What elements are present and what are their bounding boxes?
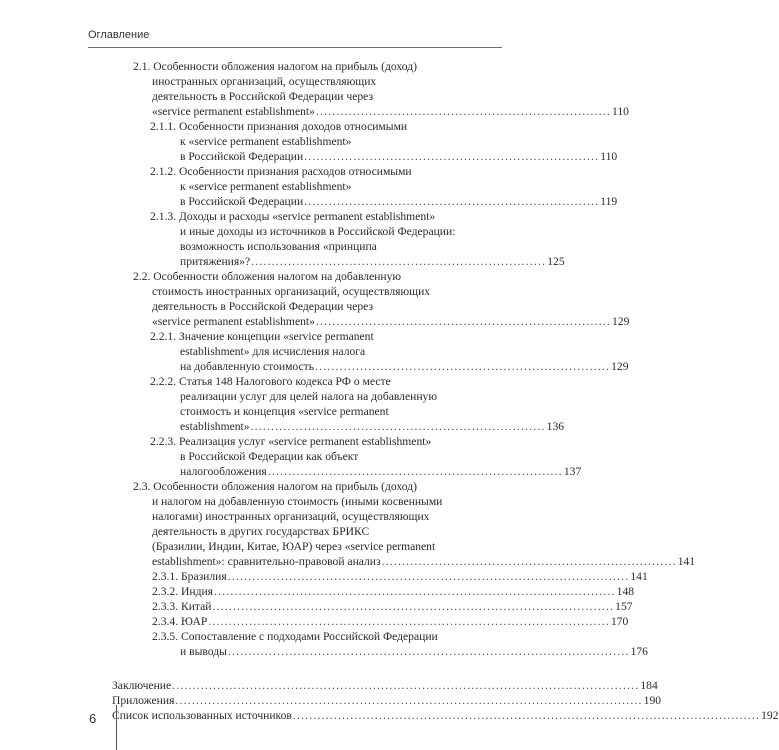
- toc-entry-2-1-2-line-3: в Российской Федерации ........................................................................ 119: [180, 195, 618, 208]
- footer-page-number: 6: [89, 711, 97, 726]
- toc-number: 2.1.2.: [150, 165, 177, 178]
- toc-title-line: Особенности обложения налогом на прибыль (доход): [153, 60, 417, 73]
- toc-entry-2-3-line-6: establishment»: сравнительно-правовой анализ ........................................................................ 141: [152, 555, 696, 568]
- toc-number: 2.3.1.: [152, 570, 179, 583]
- toc-entry-2-2-3-line-2: в Российской Федерации как объект: [180, 450, 359, 463]
- toc-entry-conclusion[interactable]: Заключение .................................................................................................................. 184: [112, 679, 658, 692]
- toc-number: 2.3.4.: [152, 615, 179, 628]
- toc-entry-2-2-2[interactable]: 2.2.2. Статья 148 Налогового кодекса РФ о месте: [150, 375, 391, 388]
- toc-entry-2-3-3[interactable]: 2.3.3. Китай .................................................................................................. 157: [152, 600, 633, 613]
- toc-entry-2-3-5-line-2: и выводы .................................................................................................. 176: [180, 645, 648, 658]
- toc-entry-2-1-1[interactable]: 2.1.1. Особенности признания доходов относимыми: [150, 120, 408, 133]
- toc-entry-2-2-1-line-2: establishment» для исчисления налога: [180, 345, 366, 358]
- toc-entry-2-2[interactable]: 2.2. Особенности обложения налогом на добавленную: [133, 270, 402, 283]
- toc-entry-2-2-line-4: «service permanent establishment» ........................................................................ 129: [152, 315, 630, 328]
- toc-number: 2.2.3.: [150, 435, 177, 448]
- toc-entry-2-2-line-2: стоимость иностранных организаций, осуществляющих: [152, 285, 431, 298]
- toc-number: 2.3.: [133, 480, 151, 493]
- toc-entry-2-2-2-line-4: establishment» ........................................................................ 136: [180, 420, 565, 433]
- toc-entry-2-2-2-line-2: реализации услуг для целей налога на добавленную: [180, 390, 437, 403]
- toc-entry-2-2-line-3: деятельность в Российской Федерации через: [152, 300, 374, 313]
- toc-entry-2-3-1[interactable]: 2.3.1. Бразилия .................................................................................................. 141: [152, 570, 648, 583]
- toc-entry-2-2-1[interactable]: 2.2.1. Значение концепции «service permanent: [150, 330, 374, 343]
- dot-leader: ........................................................................: [304, 150, 600, 163]
- dot-leader: ........................................................................: [381, 555, 677, 568]
- toc-entry-2-1[interactable]: [133, 59, 417, 74]
- dot-leader: ........................................................................: [304, 195, 600, 208]
- dot-leader: ........................................................................: [250, 420, 546, 433]
- toc-number: 2.2.2.: [150, 375, 177, 388]
- toc-page-number: 110: [612, 105, 629, 118]
- dot-leader: ..................................................................................................: [227, 570, 630, 583]
- toc-entry-2-1-line-4: «service permanent establishment» ........................................................................ 110: [152, 105, 629, 118]
- toc-number: 2.1.: [133, 60, 151, 73]
- toc-entry-2-2-1-line-3: на добавленную стоимость ........................................................................ 129: [180, 360, 629, 373]
- dot-leader: ..................................................................................................................: [175, 694, 643, 707]
- toc-entry-2-1-1-line-3: в Российской Федерации ........................................................................ 110: [180, 150, 618, 163]
- dot-leader: ..................................................................................................: [214, 585, 616, 598]
- toc-entry-2-1-line-3: деятельность в Российской Федерации через: [152, 90, 374, 103]
- dot-leader: ..................................................................................................: [227, 645, 630, 658]
- toc-entry-2-1-line-2: иностранных организаций, осуществляющих: [152, 75, 377, 88]
- toc-number: 2.3.2.: [152, 585, 179, 598]
- toc-entry-2-1-3[interactable]: 2.1.3. Доходы и расходы «service permanent establishment»: [150, 210, 436, 223]
- dot-leader: ........................................................................: [315, 105, 611, 118]
- dot-leader: ........................................................................: [267, 465, 563, 478]
- toc-entry-2-2-2-line-3: стоимость и концепция «service permanent: [180, 405, 389, 418]
- toc-entry-2-1-3-line-4: притяжения»? ........................................................................ 125: [180, 255, 565, 268]
- dot-leader: ..................................................................................................: [212, 600, 615, 613]
- toc-entry-2-3-line-4: деятельность в других государствах БРИКС: [152, 525, 370, 538]
- toc-entry-2-1-2[interactable]: 2.1.2. Особенности признания расходов относимыми: [150, 165, 412, 178]
- toc-entry-2-2-3[interactable]: 2.2.3. Реализация услуг «service permanent establishment»: [150, 435, 432, 448]
- toc-entry-2-2-3-line-3: налогообложения ........................................................................ 137: [180, 465, 582, 478]
- toc-number: 2.1.3.: [150, 210, 177, 223]
- footer-rule: [116, 705, 117, 750]
- toc-entry-2-3-line-5: (Бразилии, Индии, Китае, ЮАР) через «service permanent: [152, 540, 436, 553]
- toc-number: 2.2.1.: [150, 330, 177, 343]
- dot-leader: ..................................................................................................: [208, 615, 610, 628]
- toc-number: 2.3.5.: [152, 630, 179, 643]
- header-title: Оглавление: [88, 29, 150, 41]
- toc-entry-2-1-1-line-2: к «service permanent establishment»: [180, 135, 352, 148]
- toc-entry-2-3-line-2: и налогом на добавленную стоимость (иными косвенными: [152, 495, 443, 508]
- toc-entry-2-3-4[interactable]: 2.3.4. ЮАР .................................................................................................. 170: [152, 615, 629, 628]
- dot-leader: ........................................................................: [315, 315, 611, 328]
- toc-entry-2-3-2[interactable]: 2.3.2. Индия .................................................................................................. 148: [152, 585, 635, 598]
- dot-leader: ..................................................................................................................: [292, 709, 761, 722]
- toc-entry-2-1-2-line-2: к «service permanent establishment»: [180, 180, 352, 193]
- toc-entry-2-1-3-line-2: и иные доходы из источников в Российской Федерации:: [180, 225, 456, 238]
- toc-entry-2-1-3-line-3: возможность использования «принципа: [180, 240, 377, 253]
- toc-number: 2.3.3.: [152, 600, 179, 613]
- dot-leader: ..................................................................................................................: [172, 679, 640, 692]
- toc-entry-sources[interactable]: Список использованных источников .................................................................................................................. 192: [112, 709, 779, 722]
- dot-leader: ........................................................................: [315, 360, 611, 373]
- toc-number: 2.1.1.: [150, 120, 177, 133]
- toc-entry-appendices[interactable]: Приложения .................................................................................................................. 190: [112, 694, 662, 707]
- toc-number: 2.2.: [133, 270, 151, 283]
- toc-entry-2-3-5[interactable]: 2.3.5. Сопоставление с подходами Российской Федерации: [152, 630, 438, 643]
- toc-entry-2-3[interactable]: 2.3. Особенности обложения налогом на прибыль (доход): [133, 480, 417, 493]
- dot-leader: ........................................................................: [251, 255, 547, 268]
- toc-entry-2-3-line-3: налогами) иностранных организаций, осуществляющих: [152, 510, 430, 523]
